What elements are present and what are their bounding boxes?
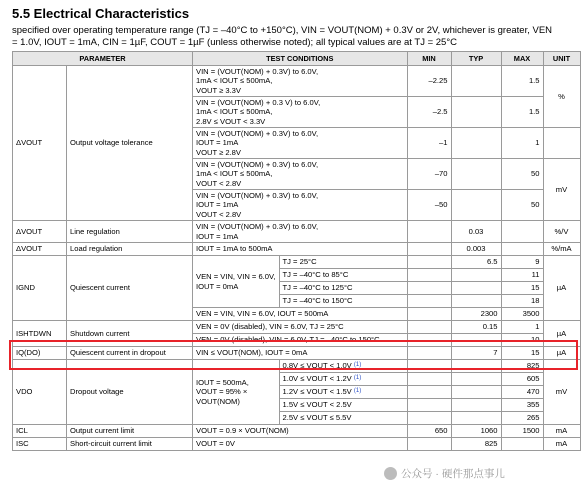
max-cell: 3500 [501, 308, 543, 321]
typ-cell [451, 399, 501, 412]
symbol-cell: ΔVOUT [13, 221, 67, 243]
condition-cell: VIN = (VOUT(NOM) + 0.3V) to 6.0V, 1mA < IOUT ≤ 500mA, VOUT ≥ 3.3V [193, 66, 408, 97]
condition-cell: VEN = 0V (disabled), VIN = 6.0V, TJ = –40°C to 150°C [193, 334, 408, 347]
unit-cell: % [543, 66, 580, 128]
condition-cell: VIN = (VOUT(NOM) + 0.3 V) to 6.0V, 1mA < IOUT ≤ 500mA, 2.8V ≤ VOUT < 3.3V [193, 97, 408, 128]
table-row [13, 221, 581, 243]
typ-cell [451, 282, 501, 295]
min-cell [407, 321, 451, 334]
min-cell: –50 [407, 190, 451, 221]
min-cell [407, 438, 451, 451]
min-cell [407, 269, 451, 282]
footnote-link[interactable]: (1) [353, 362, 362, 369]
max-cell: 1.5 [501, 66, 543, 97]
unit-cell: mA [543, 438, 580, 451]
typ-cell [451, 412, 501, 425]
typ-cell [451, 97, 501, 128]
unit-cell: mV [543, 159, 580, 221]
typ-cell [451, 295, 501, 308]
table-row [13, 243, 581, 256]
symbol-cell: ICL [13, 425, 67, 438]
header-max: MAX [501, 52, 543, 66]
param-cell: Output voltage tolerance [67, 66, 193, 221]
min-cell [407, 386, 451, 399]
typ-cell: 1060 [451, 425, 501, 438]
typ-cell [451, 190, 501, 221]
condition-cell: VIN = (VOUT(NOM) + 0.3V) to 6.0V, IOUT = 1mA VOUT < 2.8V [193, 190, 408, 221]
section-description [12, 25, 578, 49]
unit-cell [543, 128, 580, 159]
footnote-link[interactable]: (1) [353, 388, 362, 395]
param-cell: Output current limit [67, 425, 193, 438]
symbol-cell: ISC [13, 438, 67, 451]
range-condition-cell: 0.8V ≤ VOUT < 1.0V $^{(1)}$ [279, 360, 407, 373]
min-cell [407, 282, 451, 295]
max-cell [501, 221, 543, 243]
max-cell: 10 [501, 334, 543, 347]
condition-cell: IOUT = 1mA to 500mA [193, 243, 408, 256]
min-cell [407, 399, 451, 412]
symbol-cell: ISHTDWN [13, 321, 67, 347]
typ-cell [451, 159, 501, 190]
condition-cell: VEN = VIN, VIN = 6.0V, IOUT = 500mA [193, 308, 408, 321]
condition-cell: VEN = 0V (disabled), VIN = 6.0V, TJ = 25°C [193, 321, 408, 334]
temp-condition-cell: TJ = –40°C to 85°C [279, 269, 407, 282]
unit-cell: %/V [543, 221, 580, 243]
min-cell: –2.25 [407, 66, 451, 97]
condition-cell: VOUT = 0.9 × VOUT(NOM) [193, 425, 408, 438]
max-cell: 470 [501, 386, 543, 399]
max-cell: 605 [501, 373, 543, 386]
header-test-conditions: TEST CONDITIONS [193, 52, 408, 66]
description-line: specified over operating temperature range (TJ = –40°C to +150°C), VIN = VOUT(NOM) + 0.3V or 2V, whichever is greater, VEN [12, 25, 553, 36]
range-condition-cell: 1.5V ≤ VOUT < 2.5V [279, 399, 407, 412]
max-cell: 1.5 [501, 97, 543, 128]
condition-cell: VOUT = 0V [193, 438, 408, 451]
condition-cell: VEN = VIN, VIN = 6.0V, IOUT = 0mA [193, 256, 280, 308]
symbol-cell: IGND [13, 256, 67, 321]
max-cell: 355 [501, 399, 543, 412]
max-cell [501, 438, 543, 451]
typ-cell: 0.03 [451, 221, 501, 243]
min-cell [407, 243, 451, 256]
symbol-cell: IQ(DO) [13, 347, 67, 360]
min-cell: –1 [407, 128, 451, 159]
condition-cell: VIN = (VOUT(NOM) + 0.3V) to 6.0V, IOUT = 1mA VOUT ≥ 2.8V [193, 128, 408, 159]
table-row [13, 425, 581, 438]
typ-cell [451, 386, 501, 399]
param-cell: Quiescent current in dropout [67, 347, 193, 360]
typ-cell: 2300 [451, 308, 501, 321]
typ-cell: 6.5 [451, 256, 501, 269]
header-typ: TYP [451, 52, 501, 66]
typ-cell: 7 [451, 347, 501, 360]
unit-cell: µA [543, 256, 580, 321]
min-cell [407, 256, 451, 269]
min-cell [407, 308, 451, 321]
table-header-row [13, 52, 581, 66]
typ-cell: 825 [451, 438, 501, 451]
max-cell: 1 [501, 321, 543, 334]
max-cell: 1 [501, 128, 543, 159]
unit-cell: mV [543, 360, 580, 425]
table-row [13, 321, 581, 334]
unit-cell: µA [543, 321, 580, 347]
header-unit: UNIT [543, 52, 580, 66]
max-cell: 9 [501, 256, 543, 269]
watermark-text: 公众号 · 硬件那点事儿 [401, 468, 505, 480]
typ-cell [451, 269, 501, 282]
wechat-icon [384, 467, 397, 480]
max-cell: 50 [501, 190, 543, 221]
section-title: 5.5 Electrical Characteristics [12, 6, 190, 21]
range-condition-cell: 2.5V ≤ VOUT ≤ 5.5V [279, 412, 407, 425]
typ-cell [451, 128, 501, 159]
max-cell: 18 [501, 295, 543, 308]
min-cell: 650 [407, 425, 451, 438]
condition-cell: VIN ≤ VOUT(NOM), IOUT = 0mA [193, 347, 408, 360]
footnote-link[interactable]: (1) [353, 375, 362, 382]
description-line: = 1.0V, IOUT = 1mA, CIN = 1µF, COUT = 1µF (unless otherwise noted); all typical values are at TJ = 25°C [12, 37, 457, 48]
unit-cell: µA [543, 347, 580, 360]
symbol-cell: ΔVOUT [13, 243, 67, 256]
max-cell: 1500 [501, 425, 543, 438]
min-cell [407, 412, 451, 425]
range-condition-cell: 1.0V ≤ VOUT < 1.2V $^{(1)}$ [279, 373, 407, 386]
typ-cell: 0.003 [451, 243, 501, 256]
temp-condition-cell: TJ = –40°C to 125°C [279, 282, 407, 295]
header-min: MIN [407, 52, 451, 66]
table-row [13, 256, 581, 269]
range-condition-cell: 1.2V ≤ VOUT < 1.5V $^{(1)}$ [279, 386, 407, 399]
param-cell: Line regulation [67, 221, 193, 243]
param-cell: Shutdown current [67, 321, 193, 347]
max-cell: 11 [501, 269, 543, 282]
min-cell [407, 295, 451, 308]
table-row [13, 438, 581, 451]
max-cell [501, 243, 543, 256]
header-parameter: PARAMETER [13, 52, 193, 66]
typ-cell: 0.15 [451, 321, 501, 334]
min-cell: –70 [407, 159, 451, 190]
condition-cell: VIN = (VOUT(NOM) + 0.3V) to 6.0V, IOUT = 1mA [193, 221, 408, 243]
typ-cell [451, 373, 501, 386]
shutdown-current-highlight-box [9, 340, 578, 370]
typ-cell [451, 66, 501, 97]
param-cell: Dropout voltage [67, 360, 193, 425]
max-cell: 825 [501, 360, 543, 373]
param-cell: Load regulation [67, 243, 193, 256]
param-cell: Short-circuit current limit [67, 438, 193, 451]
watermark [384, 466, 505, 481]
symbol-cell: VDO [13, 360, 67, 425]
param-cell: Quiescent current [67, 256, 193, 321]
unit-cell: %/mA [543, 243, 580, 256]
max-cell: 50 [501, 159, 543, 190]
table-row [13, 66, 581, 97]
unit-cell: mA [543, 425, 580, 438]
symbol-cell: ΔVOUT [13, 66, 67, 221]
min-cell: –2.5 [407, 97, 451, 128]
min-cell [407, 221, 451, 243]
max-cell: 15 [501, 347, 543, 360]
temp-condition-cell: TJ = –40°C to 150°C [279, 295, 407, 308]
condition-cell: VIN = (VOUT(NOM) + 0.3V) to 6.0V, 1mA < IOUT ≤ 500mA, VOUT < 2.8V [193, 159, 408, 190]
max-cell: 15 [501, 282, 543, 295]
temp-condition-cell: TJ = 25°C [279, 256, 407, 269]
max-cell: 265 [501, 412, 543, 425]
condition-cell: IOUT = 500mA, VOUT = 95% × VOUT(NOM) [193, 360, 280, 425]
min-cell [407, 373, 451, 386]
electrical-characteristics-table [12, 51, 581, 451]
